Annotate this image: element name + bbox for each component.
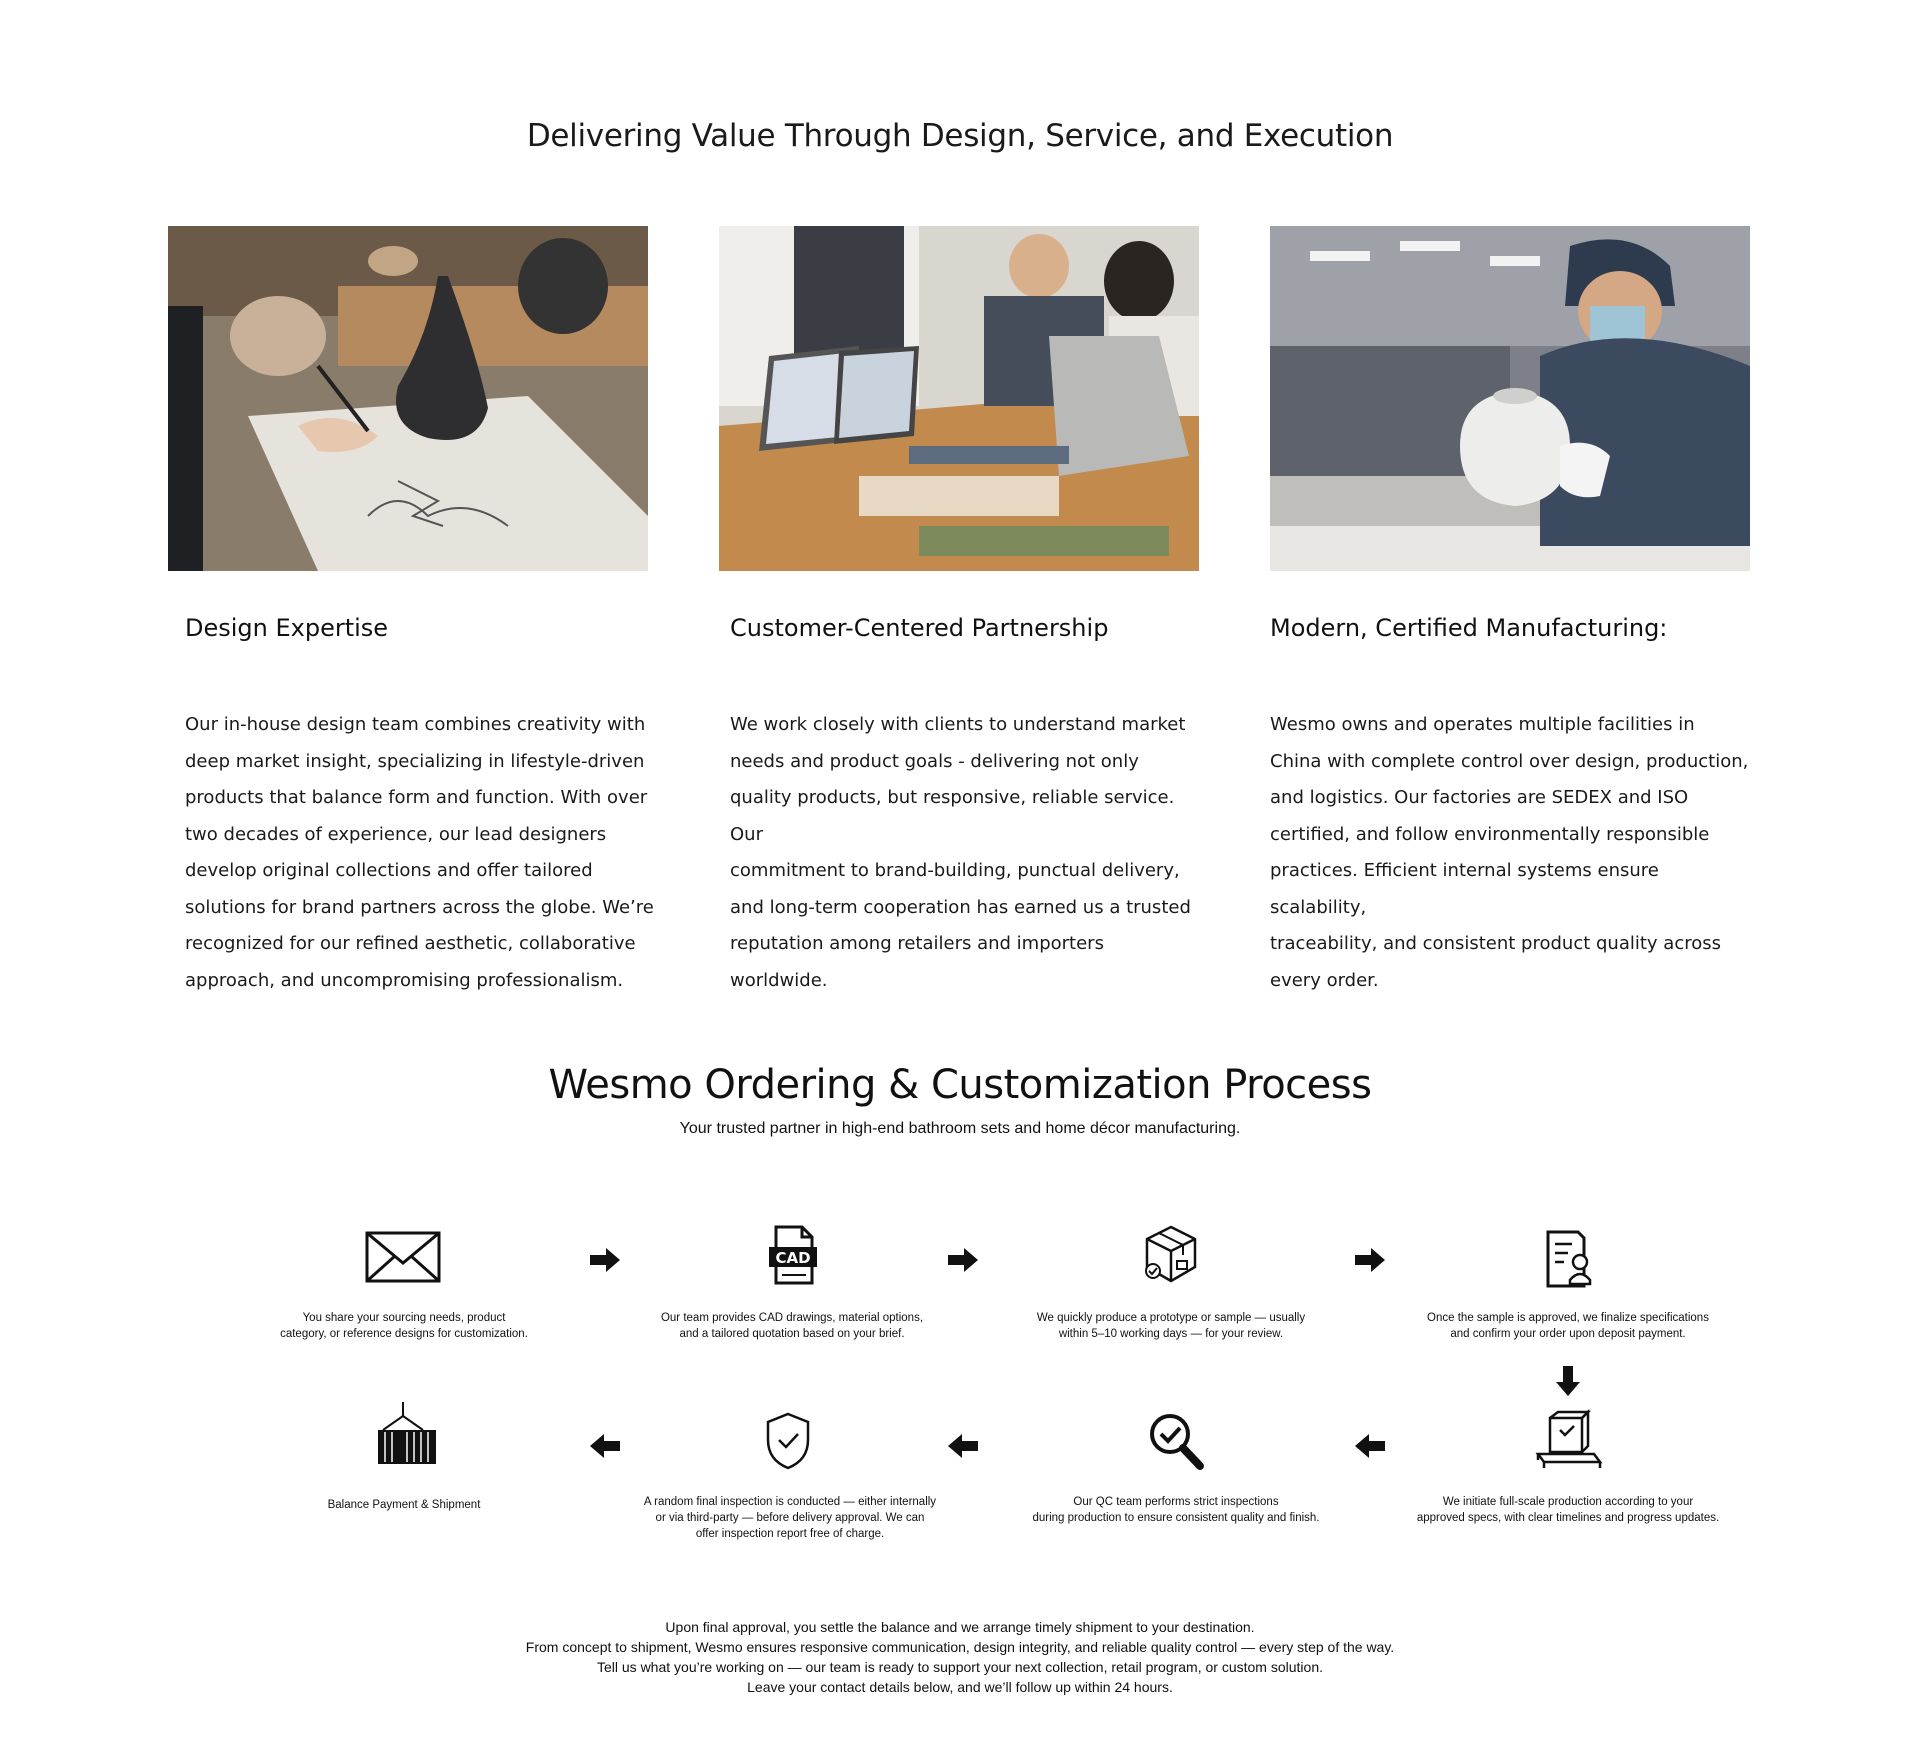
- svg-text:CAD: CAD: [775, 1249, 811, 1267]
- step-line: We quickly produce a prototype or sample — usually: [1036, 1312, 1306, 1324]
- arrow-right-icon: [948, 1248, 978, 1272]
- footer-line: Leave your contact details below, and we’ll follow up within 24 hours.: [747, 1679, 1173, 1695]
- envelope-icon: [363, 1225, 443, 1289]
- body-line: every order.: [1270, 969, 1379, 991]
- body-line: recognized for our refined aesthetic, collaborative: [185, 933, 636, 954]
- body-line: Wesmo owns and operates multiple facilities in: [1270, 714, 1695, 735]
- body-line: practices. Efficient internal systems ensure scalability,: [1270, 860, 1659, 918]
- step-line: Our team provides CAD drawings, material options,: [660, 1312, 924, 1324]
- cad-file-icon: [752, 1223, 832, 1287]
- body-line: products that balance form and function. With over: [185, 787, 648, 808]
- body-line: and long-term cooperation has earned us a trusted: [730, 896, 1191, 918]
- section-heading: Delivering Value Through Design, Service, and Execution: [526, 118, 1394, 154]
- arrow-right-icon: [1355, 1248, 1385, 1272]
- shipping-container-icon: [363, 1402, 443, 1466]
- body-line: We work closely with clients to understand market: [730, 714, 1186, 735]
- body-line: two decades of experience, our lead designers: [185, 823, 607, 845]
- step-line: Balance Payment & Shipment: [327, 1499, 481, 1511]
- step-line: or via third-party — before delivery approval. We can: [655, 1512, 925, 1524]
- meeting-photo: [719, 226, 1199, 571]
- body-line: develop original collections and offer tailored: [185, 860, 593, 881]
- step-1-text: [264, 1310, 544, 1342]
- shield-check-icon: [748, 1410, 828, 1474]
- body-line: and logistics. Our factories are SEDEX and ISO: [1270, 787, 1689, 808]
- step-3-text: [1026, 1310, 1316, 1342]
- design-photo: [168, 226, 648, 571]
- step-line: Once the sample is approved, we finalize specifications: [1427, 1312, 1709, 1324]
- partnership-body: [730, 707, 1200, 999]
- partnership-title: Customer-Centered Partnership: [730, 614, 1109, 642]
- design-expertise-body: [185, 707, 655, 999]
- footer-line: Tell us what you’re working on — our team is ready to support your next collection, retail program, or custom solution.: [597, 1659, 1323, 1675]
- step-line: and confirm your order upon deposit payment.: [1450, 1328, 1686, 1340]
- step-line: offer inspection report free of charge.: [695, 1528, 885, 1540]
- step-2-text: [652, 1310, 932, 1342]
- step-8-text: [284, 1497, 524, 1513]
- body-line: needs and product goals - delivering not only: [730, 750, 1139, 772]
- body-line: solutions for brand partners across the globe. We’re: [185, 896, 654, 918]
- step-7-text: [640, 1494, 940, 1542]
- step-line: during production to ensure consistent quality and finish.: [1032, 1512, 1320, 1524]
- arrow-left-icon: [1355, 1434, 1385, 1458]
- process-footer: [0, 1617, 1920, 1697]
- body-line: commitment to brand-building, punctual delivery,: [730, 860, 1180, 881]
- manufacturing-body: [1270, 707, 1750, 999]
- step-5-text: [1413, 1494, 1723, 1526]
- manufacturing-title: Modern, Certified Manufacturing:: [1270, 614, 1668, 642]
- step-line: You share your sourcing needs, product: [302, 1312, 506, 1324]
- process-heading: Wesmo Ordering & Customization Process: [548, 1062, 1372, 1108]
- production-package-icon: [1528, 1408, 1608, 1472]
- body-line: Our in-house design team combines creativity with: [185, 714, 646, 735]
- step-line: category, or reference designs for customization.: [280, 1328, 528, 1340]
- body-line: deep market insight, specializing in lifestyle-driven: [185, 750, 645, 772]
- step-line: approved specs, with clear timelines and progress updates.: [1416, 1512, 1720, 1524]
- arrow-left-icon: [948, 1434, 978, 1458]
- body-line: quality products, but responsive, reliable service. Our: [730, 787, 1175, 845]
- body-line: approach, and uncompromising professionalism.: [185, 969, 624, 991]
- arrow-left-icon: [590, 1434, 620, 1458]
- step-line: Our QC team performs strict inspections: [1073, 1496, 1279, 1508]
- footer-line: Upon final approval, you settle the balance and we arrange timely shipment to your destination.: [665, 1619, 1255, 1635]
- qc-magnifier-icon: [1138, 1408, 1218, 1472]
- design-expertise-title: Design Expertise: [185, 614, 389, 642]
- footer-line: From concept to shipment, Wesmo ensures responsive communication, design integrity, and reliable quality control — every step of the way.: [525, 1639, 1395, 1655]
- sample-box-icon: [1131, 1223, 1211, 1287]
- step-line: We initiate full-scale production according to your: [1442, 1496, 1694, 1508]
- step-line: A random final inspection is conducted — either internally: [643, 1496, 937, 1508]
- body-line: traceability, and consistent product quality across: [1270, 933, 1722, 954]
- step-6-text: [1026, 1494, 1326, 1526]
- body-line: reputation among retailers and importers worldwide.: [730, 933, 1104, 991]
- body-line: certified, and follow environmentally responsible: [1270, 823, 1710, 845]
- factory-photo: [1270, 226, 1750, 571]
- process-subheading: Your trusted partner in high-end bathroom sets and home décor manufacturing.: [679, 1120, 1241, 1137]
- step-4-text: [1418, 1310, 1718, 1342]
- step-line: within 5–10 working days — for your review.: [1058, 1328, 1284, 1340]
- arrow-right-icon: [590, 1248, 620, 1272]
- arrow-down-icon: [1556, 1366, 1580, 1396]
- body-line: China with complete control over design, production,: [1270, 750, 1749, 772]
- contract-icon: [1528, 1228, 1608, 1292]
- step-line: and a tailored quotation based on your brief.: [679, 1328, 905, 1340]
